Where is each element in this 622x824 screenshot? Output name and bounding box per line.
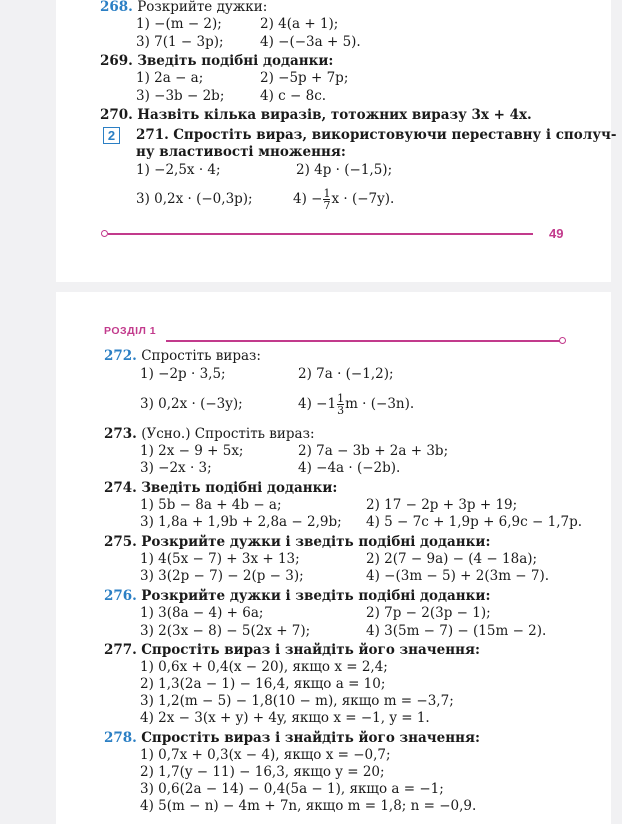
- exercise-277-item-3: 3) 1,2(m − 5) − 1,8(10 − m), якщо m = −3,7;: [140, 693, 454, 709]
- exercise-272-header: [104, 348, 261, 364]
- exercise-276-item-2: 2) 7p − 2(3p − 1);: [366, 605, 491, 621]
- exercise-278-item-3: 3) 0,6(2a − 14) − 0,4(5a − 1), якщо a = −1;: [140, 781, 444, 797]
- exercise-273-item-3: 3) −2x · 3;: [140, 460, 212, 476]
- exercise-278-header: [104, 730, 480, 746]
- exercise-title: Розкрийте дужки і зведіть подібні доданки:: [141, 588, 491, 604]
- exercise-273-item-1: 1) 2x − 9 + 5x;: [140, 443, 244, 459]
- exercise-276-item-4: 4) 3(5m − 7) − (15m − 2).: [366, 623, 547, 639]
- exercise-268-item-2: 2) 4(a + 1);: [260, 16, 339, 32]
- exercise-272-item-4: 4) −1 $\frac{1}{3}$ m · (−3n).: [298, 392, 415, 417]
- header-rule-dot: [559, 337, 566, 344]
- exercise-268-item-4: 4) −(−3a + 5).: [260, 34, 361, 50]
- exercise-number: 270.: [100, 107, 133, 123]
- exercise-268-item-1: 1) −(m − 2);: [136, 16, 222, 32]
- exercise-275-item-4: 4) −(3m − 5) + 2(3m − 7).: [366, 568, 550, 584]
- exercise-title: Спростіть вираз, використовуючи переставну і сполуч-: [173, 127, 617, 143]
- exercise-number: 278.: [104, 730, 137, 746]
- exercise-273-item-4: 4) −4a · (−2b).: [298, 460, 401, 476]
- exercise-271-title-cont: ну властивості множення:: [136, 144, 346, 160]
- exercise-number: 274.: [104, 480, 137, 496]
- exercise-271-item-3: 3) 0,2x · (−0,3p);: [136, 191, 253, 207]
- exercise-271-item-2: 2) 4p · (−1,5);: [296, 162, 393, 178]
- exercise-277-item-2: 2) 1,3(2a − 1) − 16,4, якщо a = 10;: [140, 676, 386, 692]
- exercise-274-item-4: 4) 5 − 7c + 1,9p + 6,9c − 1,7p.: [366, 514, 583, 530]
- header-rule: [166, 340, 560, 342]
- exercise-276-item-3: 3) 2(3x − 8) − 5(2x + 7);: [140, 623, 311, 639]
- exercise-268-item-3: 3) 7(1 − 3p);: [136, 34, 224, 50]
- exercise-title: (Усно.) Спростіть вираз:: [141, 426, 315, 442]
- exercise-272-item-3: 3) 0,2x · (−3y);: [140, 396, 243, 412]
- exercise-number: 276.: [104, 588, 137, 604]
- exercise-title: Зведіть подібні доданки:: [141, 480, 338, 496]
- page-number: 49: [549, 226, 564, 241]
- exercise-278-item-2: 2) 1,7(y − 11) − 16,3, якщо y = 20;: [140, 764, 385, 780]
- exercise-273-item-2: 2) 7a − 3b + 2a + 3b;: [298, 443, 449, 459]
- difficulty-level-badge: 2: [103, 127, 120, 144]
- exercise-273-header: [104, 426, 315, 442]
- exercise-276-header: [104, 588, 490, 604]
- exercise-269-item-1: 1) 2a − a;: [136, 70, 204, 86]
- textbook-page-49: [56, 0, 617, 282]
- exercise-number: 269.: [100, 53, 133, 69]
- exercise-278-item-4: 4) 5(m − n) − 4m + 7n, якщо m = 1,8; n = −0,9.: [140, 798, 477, 814]
- exercise-274-item-1: 1) 5b − 8a + 4b − a;: [140, 497, 282, 513]
- exercise-275-item-1: 1) 4(5x − 7) + 3x + 13;: [140, 551, 300, 567]
- exercise-number: 271.: [136, 127, 169, 143]
- fraction: $\frac{1}{3}$: [337, 392, 345, 417]
- exercise-277-item-1: 1) 0,6x + 0,4(x − 20), якщо x = 2,4;: [140, 659, 388, 675]
- exercise-title: Зведіть подібні доданки:: [137, 53, 334, 69]
- exercise-number: 275.: [104, 534, 137, 550]
- exercise-271-item-1: 1) −2,5x · 4;: [136, 162, 221, 178]
- exercise-268-header: [100, 0, 267, 15]
- exercise-title: Спростіть вираз і знайдіть його значення:: [141, 730, 480, 746]
- fraction: $\frac{1}{7}$: [323, 187, 331, 212]
- exercise-272-item-1: 1) −2p · 3,5;: [140, 366, 226, 382]
- textbook-page-50: [56, 292, 611, 824]
- exercise-number: 277.: [104, 642, 137, 658]
- exercise-277-item-4: 4) 2x − 3(x + y) + 4y, якщо x = −1, y = 1.: [140, 710, 430, 726]
- exercise-269-item-3: 3) −3b − 2b;: [136, 88, 225, 104]
- footer-rule-dot: [101, 230, 108, 237]
- section-label: РОЗДІЛ 1: [104, 325, 157, 337]
- exercise-270: [100, 107, 532, 123]
- exercise-275-item-2: 2) 2(7 − 9a) − (4 − 18a);: [366, 551, 538, 567]
- exercise-277-header: [104, 642, 480, 658]
- exercise-number: 268.: [100, 0, 133, 15]
- exercise-title: Назвіть кілька виразів, тотожних виразу 3x + 4x.: [137, 107, 532, 123]
- exercise-271-item-4: 4) − $\frac{1}{7}$ x · (−7y).: [293, 187, 395, 212]
- exercise-title: Розкрийте дужки:: [137, 0, 268, 15]
- exercise-271-header: [136, 127, 616, 143]
- exercise-274-item-2: 2) 17 − 2p + 3p + 19;: [366, 497, 518, 513]
- exercise-276-item-1: 1) 3(8a − 4) + 6a;: [140, 605, 264, 621]
- exercise-275-header: [104, 534, 490, 550]
- exercise-title: Спростіть вираз і знайдіть його значення:: [141, 642, 480, 658]
- exercise-272-item-2: 2) 7a · (−1,2);: [298, 366, 394, 382]
- exercise-275-item-3: 3) 3(2p − 7) − 2(p − 3);: [140, 568, 304, 584]
- exercise-269-item-4: 4) c − 8c.: [260, 88, 327, 104]
- exercise-269-header: [100, 53, 333, 69]
- exercise-274-header: [104, 480, 337, 496]
- exercise-278-item-1: 1) 0,7x + 0,3(x − 4), якщо x = −0,7;: [140, 747, 391, 763]
- exercise-number: 272.: [104, 348, 137, 364]
- exercise-number: 273.: [104, 426, 137, 442]
- exercise-title: Розкрийте дужки і зведіть подібні доданки:: [141, 534, 491, 550]
- exercise-title: Спростіть вираз:: [141, 348, 261, 364]
- exercise-269-item-2: 2) −5p + 7p;: [260, 70, 349, 86]
- footer-rule: [108, 233, 533, 235]
- exercise-274-item-3: 3) 1,8a + 1,9b + 2,8a − 2,9b;: [140, 514, 342, 530]
